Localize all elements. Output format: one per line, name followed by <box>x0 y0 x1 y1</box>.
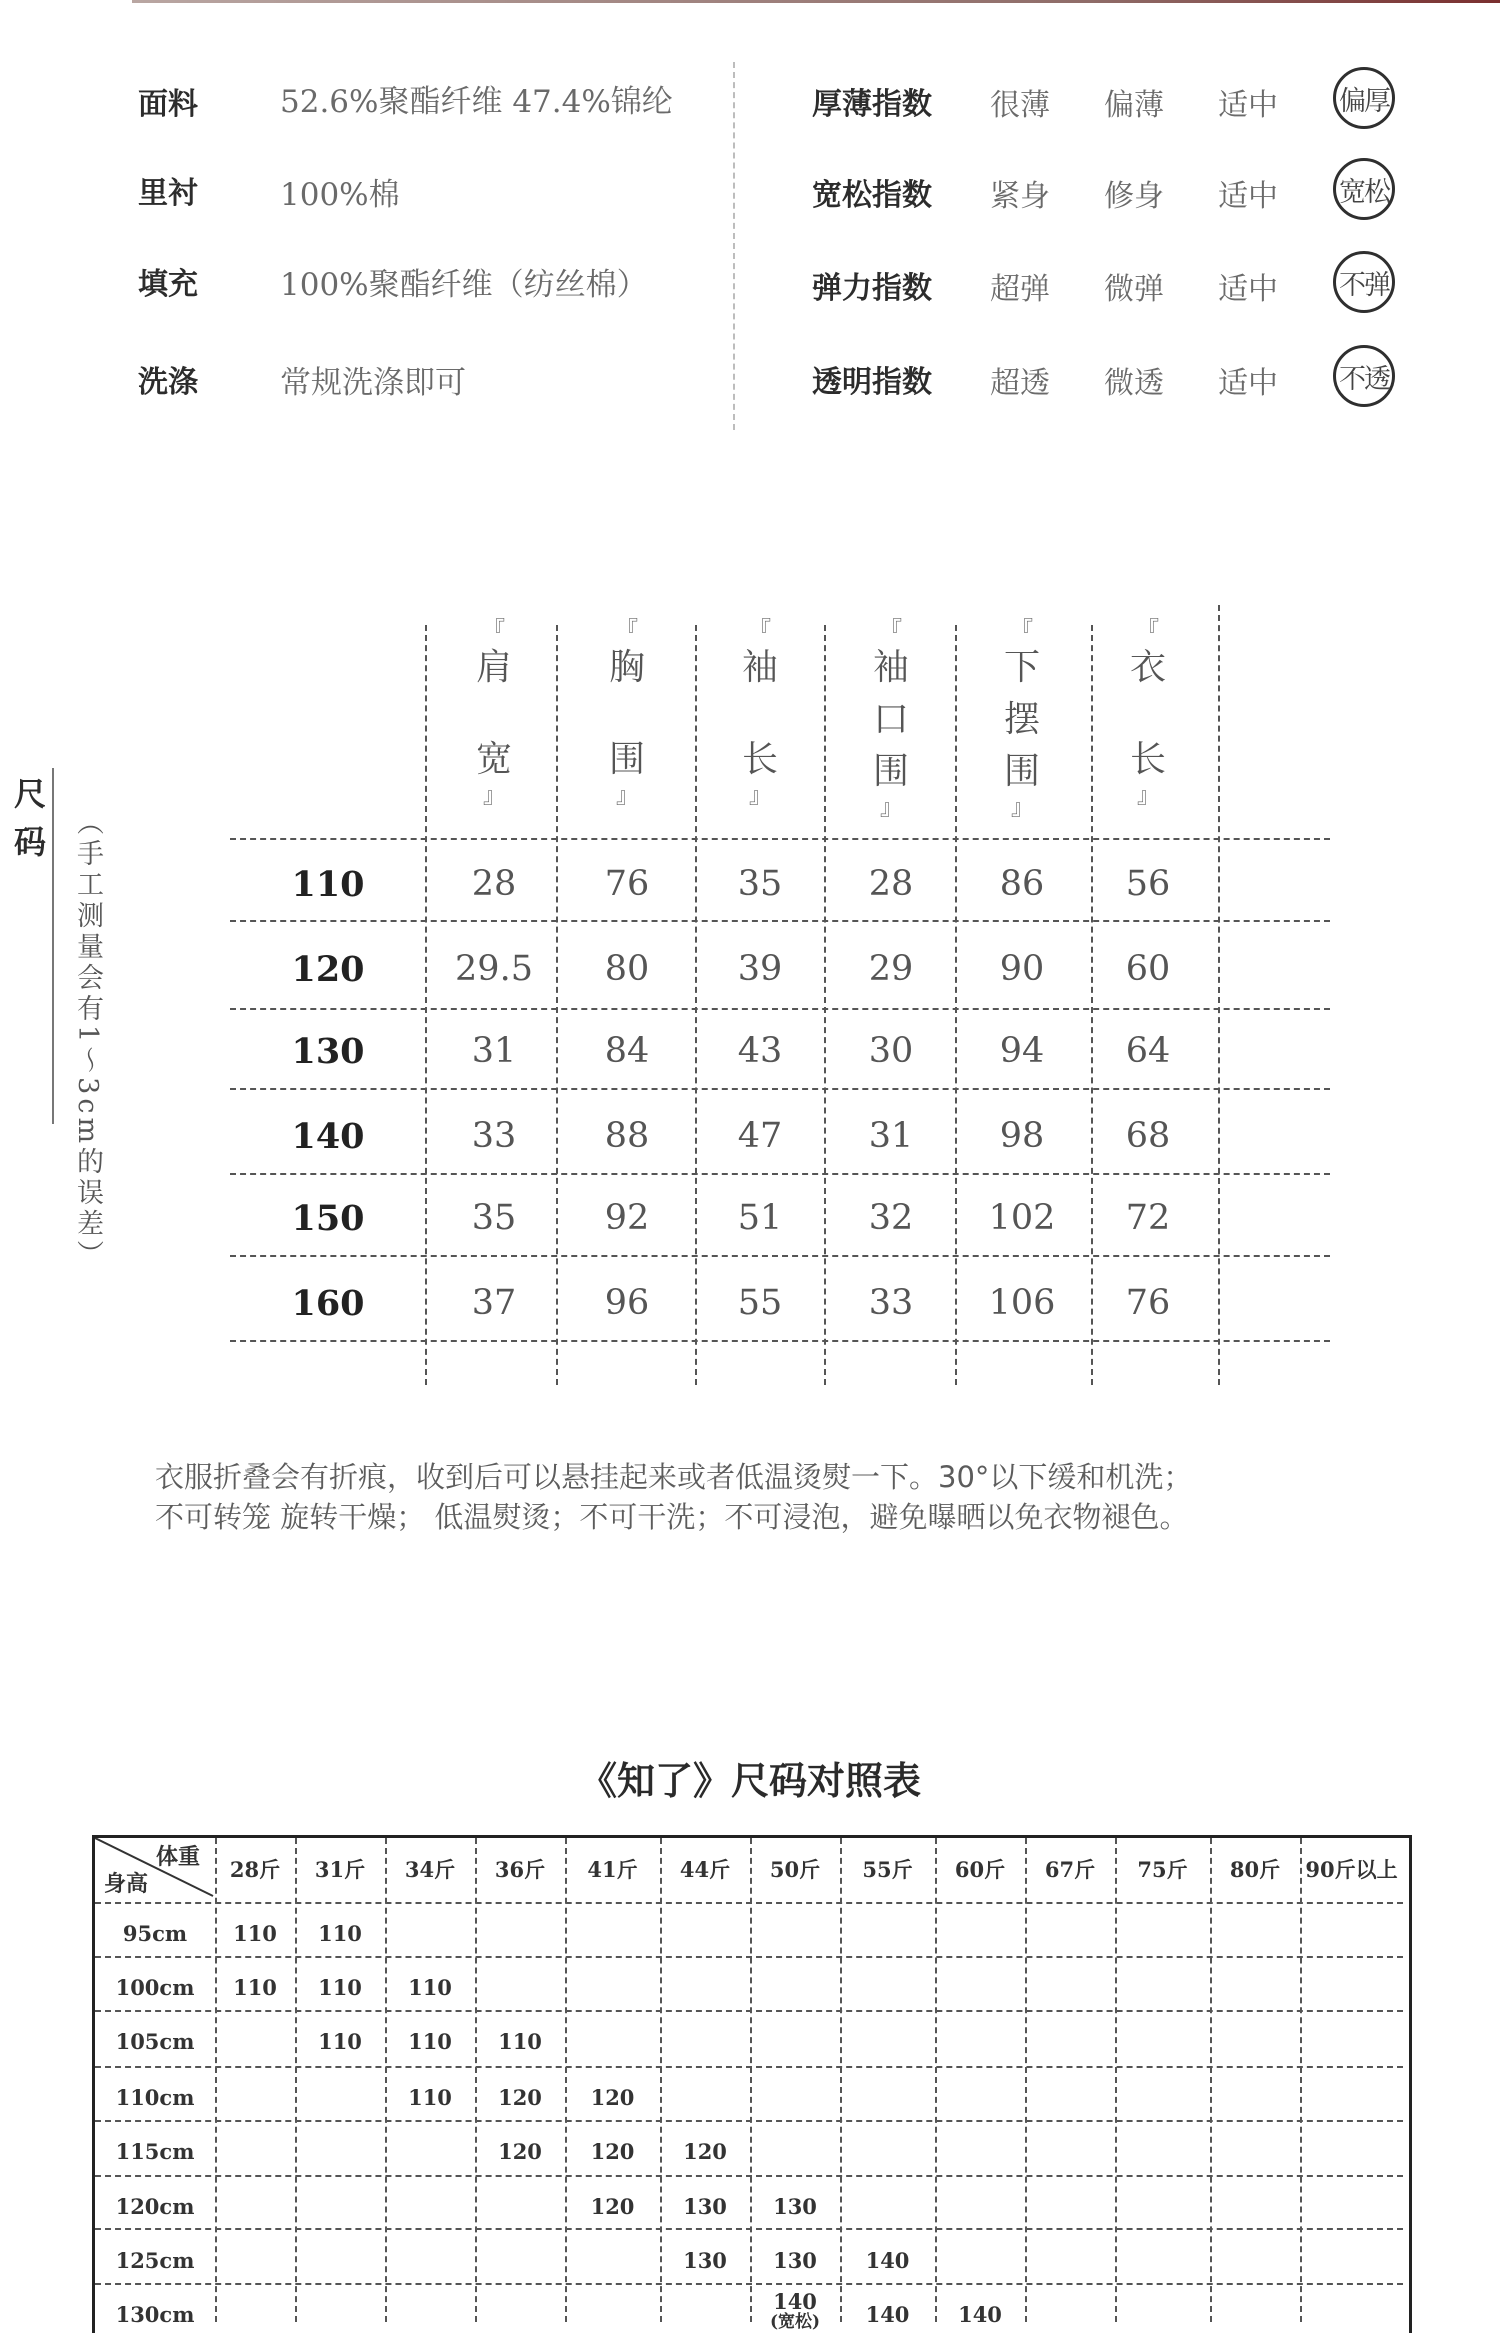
bracket-close: 』 <box>1136 784 1159 809</box>
table-col-rule <box>1218 605 1220 1385</box>
header-char: 长 <box>1129 739 1166 780</box>
weight-header: 67斤 <box>1044 1857 1096 1882</box>
header-char: 口 <box>872 699 909 740</box>
size-cell: 120 <box>683 2139 727 2164</box>
weight-header: 50斤 <box>769 1857 821 1882</box>
size-cell: 110 <box>233 1975 277 2000</box>
looseness-index-label: 宽松指数 <box>812 178 932 213</box>
measurement-cell: 84 <box>604 1031 650 1071</box>
measurement-cell: 80 <box>604 949 650 989</box>
header-char: 围 <box>608 739 645 780</box>
size-cell: 110 <box>408 2085 452 2110</box>
measurement-cell: 56 <box>1125 864 1171 904</box>
measurement-error-note: （手工测量会有1～3cm的误差） <box>72 808 103 1272</box>
measurement-cell: 64 <box>1125 1031 1171 1071</box>
elasticity-selected-badge: 不弹 <box>1333 251 1395 313</box>
weight-header: 75斤 <box>1137 1857 1188 1882</box>
column-header <box>841 620 941 820</box>
measurement-cell: 86 <box>999 864 1045 904</box>
looseness-option: 紧身 <box>990 179 1050 214</box>
size-cell: 110 <box>498 2029 542 2054</box>
weight-header: 55斤 <box>862 1857 913 1882</box>
chart-col-rule <box>295 1838 297 2322</box>
measurement-cell: 94 <box>999 1031 1045 1071</box>
measurement-cell: 33 <box>471 1116 517 1156</box>
header-char: 胸 <box>608 647 645 688</box>
height-header: 105cm <box>115 2029 195 2054</box>
column-header <box>444 620 544 808</box>
measurement-cell: 35 <box>737 864 783 904</box>
bracket-open: 『 <box>1136 618 1159 643</box>
header-char: 袖 <box>872 647 909 688</box>
size-cell: 120 <box>291 949 365 990</box>
size-cell: 140 <box>958 2302 1002 2327</box>
measurement-cell: 51 <box>737 1198 783 1238</box>
table-col-rule <box>824 625 826 1385</box>
column-header <box>710 620 810 808</box>
header-char: 肩 <box>475 647 512 688</box>
measurement-cell: 76 <box>604 864 650 904</box>
size-cell: 110 <box>408 1975 452 2000</box>
column-header <box>1098 620 1198 808</box>
care-instructions <box>155 1457 1405 1537</box>
looseness-option: 适中 <box>1218 179 1278 214</box>
measurement-cell: 31 <box>868 1116 914 1156</box>
chart-col-rule <box>385 1838 387 2322</box>
thickness-option: 很薄 <box>990 88 1050 123</box>
measurement-cell: 29.5 <box>455 949 533 989</box>
table-rule <box>230 1340 1330 1342</box>
size-cell: 120 <box>590 2139 635 2164</box>
size-cell: 130 <box>683 2248 727 2273</box>
weight-header: 31斤 <box>314 1857 366 1882</box>
header-char: 围 <box>1003 751 1040 792</box>
height-header: 125cm <box>115 2248 195 2273</box>
loose-fit-note: (宽松) <box>769 2312 821 2332</box>
header-char: 围 <box>872 751 909 792</box>
measurement-cell: 32 <box>868 1198 914 1238</box>
chart-row-rule <box>95 2120 1403 2122</box>
measurement-cell: 102 <box>988 1198 1056 1238</box>
weight-header: 36斤 <box>494 1857 546 1882</box>
filling-label: 填充 <box>138 267 198 302</box>
washing-label: 洗涤 <box>138 365 198 400</box>
height-header: 130cm <box>115 2302 195 2327</box>
table-col-rule <box>695 625 697 1385</box>
header-char: 下 <box>1003 647 1040 688</box>
corner-height-label: 身高 <box>104 1871 149 1897</box>
size-cell: 140 <box>291 1116 365 1157</box>
size-cell: 110 <box>408 2029 452 2054</box>
bracket-close: 』 <box>748 784 771 809</box>
weight-header: 28斤 <box>229 1857 281 1882</box>
chart-col-rule <box>565 1838 567 2322</box>
filling-value: 100%聚酯纤维（纺丝棉） <box>280 267 648 303</box>
size-cell: 150 <box>291 1198 365 1239</box>
height-header: 100cm <box>115 1975 195 2000</box>
size-cell: 110 <box>233 1921 277 1946</box>
bracket-close: 』 <box>615 784 638 809</box>
table-rule <box>230 920 1330 922</box>
table-col-rule <box>1091 625 1093 1385</box>
care-line: 衣服折叠会有折痕，收到后可以悬挂起来或者低温烫熨一下。30°以下缓和机洗； <box>155 1460 1193 1494</box>
size-cell: 110 <box>318 1921 362 1946</box>
chart-row-rule <box>95 2066 1403 2068</box>
weight-header: 90斤以上 <box>1305 1857 1398 1882</box>
size-cell: 110 <box>318 1975 362 2000</box>
washing-value: 常规洗涤即可 <box>280 365 466 401</box>
column-header <box>577 620 677 808</box>
looseness-selected-badge: 宽松 <box>1333 158 1395 220</box>
size-cell: 110 <box>291 864 365 905</box>
bracket-open: 『 <box>748 618 771 643</box>
measurement-cell: 55 <box>737 1283 783 1323</box>
elasticity-option: 适中 <box>1218 272 1278 307</box>
chart-row-rule <box>95 2228 1403 2230</box>
care-line: 不可转笼 旋转干燥； 低温熨烫；不可干洗；不可浸泡，避免曝晒以免衣物褪色。 <box>155 1500 1189 1534</box>
height-header: 115cm <box>115 2139 195 2164</box>
bracket-close: 』 <box>482 784 505 809</box>
transparency-index-label: 透明指数 <box>812 365 932 400</box>
transparency-option: 适中 <box>1218 366 1278 401</box>
header-char: 袖 <box>741 647 778 688</box>
weight-header: 80斤 <box>1229 1857 1281 1882</box>
transparency-selected-badge: 不透 <box>1333 345 1395 407</box>
elasticity-option: 超弹 <box>990 272 1050 307</box>
bracket-open: 『 <box>482 618 505 643</box>
measurement-cell: 39 <box>737 949 783 989</box>
weight-header: 41斤 <box>587 1857 638 1882</box>
measurement-cell: 60 <box>1125 949 1171 989</box>
table-rule <box>230 1008 1330 1010</box>
size-title: 尺码 <box>13 775 46 861</box>
size-cell: 120 <box>498 2139 542 2164</box>
measurement-cell: 106 <box>988 1283 1056 1323</box>
thickness-selected-badge: 偏厚 <box>1333 67 1395 129</box>
table-col-rule <box>425 625 427 1385</box>
measurement-cell: 90 <box>999 949 1045 989</box>
column-header <box>972 620 1072 820</box>
material-value: 52.6%聚酯纤维 47.4%锦纶 <box>280 84 673 120</box>
chart-row-rule <box>95 2010 1403 2012</box>
height-header: 120cm <box>115 2194 195 2219</box>
chart-row-rule <box>95 2283 1403 2285</box>
weight-header: 60斤 <box>954 1857 1006 1882</box>
size-cell: 130 <box>291 1031 365 1072</box>
lining-value: 100%棉 <box>280 177 400 213</box>
size-cell: 130 <box>773 2194 817 2219</box>
measurement-cell: 68 <box>1125 1116 1171 1156</box>
column-divider <box>733 62 735 430</box>
table-col-rule <box>955 625 957 1385</box>
header-char: 衣 <box>1129 647 1166 688</box>
table-rule <box>230 1173 1330 1175</box>
size-cell: 120 <box>590 2085 635 2110</box>
chart-row-rule <box>95 2175 1403 2177</box>
elasticity-index-label: 弹力指数 <box>812 271 932 306</box>
size-cell: 120 <box>498 2085 542 2110</box>
measurement-cell: 96 <box>604 1283 650 1323</box>
thickness-index-label: 厚薄指数 <box>812 87 932 122</box>
chart-col-rule <box>935 1838 937 2322</box>
bracket-open: 『 <box>1010 618 1033 643</box>
measurement-cell: 33 <box>868 1283 914 1323</box>
table-col-rule <box>556 625 558 1385</box>
bracket-close: 』 <box>879 796 902 821</box>
thickness-option: 适中 <box>1218 88 1278 123</box>
size-cell: 140 <box>865 2302 910 2327</box>
measurement-cell: 37 <box>471 1283 517 1323</box>
weight-header: 34斤 <box>404 1857 456 1882</box>
size-cell: 130 <box>773 2248 817 2273</box>
measurement-cell: 31 <box>471 1031 517 1071</box>
looseness-option: 修身 <box>1104 179 1164 214</box>
header-char: 摆 <box>1003 699 1040 740</box>
height-header: 95cm <box>122 1921 188 1946</box>
measurement-cell: 29 <box>868 949 914 989</box>
size-chart-title: 《知了》尺码对照表 <box>578 1758 921 1803</box>
size-title-bar <box>52 768 54 1124</box>
chart-row-rule <box>95 1956 1403 1958</box>
lining-label: 里衬 <box>138 176 198 211</box>
header-char: 宽 <box>475 739 512 780</box>
table-rule <box>230 1088 1330 1090</box>
chart-col-rule <box>1300 1838 1302 2322</box>
thickness-option: 偏薄 <box>1104 88 1164 123</box>
measurement-cell: 72 <box>1125 1198 1171 1238</box>
transparency-option: 微透 <box>1104 366 1164 401</box>
measurement-cell: 43 <box>737 1031 783 1071</box>
bracket-open: 『 <box>615 618 638 643</box>
chart-col-rule <box>1210 1838 1212 2322</box>
size-cell: 110 <box>318 2029 362 2054</box>
chart-col-rule <box>215 1838 217 2322</box>
measurement-cell: 30 <box>868 1031 914 1071</box>
size-cell: 130 <box>683 2194 727 2219</box>
table-rule <box>230 838 1330 840</box>
measurement-cell: 76 <box>1125 1283 1171 1323</box>
weight-header: 44斤 <box>679 1857 731 1882</box>
size-cell: 140 <box>865 2248 910 2273</box>
height-header: 110cm <box>115 2085 195 2110</box>
measurement-cell: 28 <box>868 864 914 904</box>
measurement-cell: 28 <box>471 864 517 904</box>
chart-col-rule <box>1115 1838 1117 2322</box>
measurement-cell: 88 <box>604 1116 650 1156</box>
size-cell: 160 <box>291 1283 365 1324</box>
size-cell: 140 (宽松) <box>750 2289 840 2330</box>
corner-weight-label: 体重 <box>156 1844 201 1870</box>
chart-col-rule <box>1025 1838 1027 2322</box>
measurement-cell: 98 <box>999 1116 1045 1156</box>
size-cell: 120 <box>590 2194 635 2219</box>
chart-row-rule <box>95 1902 1403 1904</box>
measurement-cell: 92 <box>604 1198 650 1238</box>
transparency-option: 超透 <box>990 366 1050 401</box>
material-label: 面料 <box>138 87 198 122</box>
table-rule <box>230 1255 1330 1257</box>
chart-col-rule <box>475 1838 477 2322</box>
bracket-open: 『 <box>879 618 902 643</box>
top-divider <box>132 0 1500 3</box>
header-char: 长 <box>741 739 778 780</box>
bracket-close: 』 <box>1010 796 1033 821</box>
elasticity-option: 微弹 <box>1104 272 1164 307</box>
measurement-cell: 35 <box>471 1198 517 1238</box>
measurement-cell: 47 <box>737 1116 783 1156</box>
